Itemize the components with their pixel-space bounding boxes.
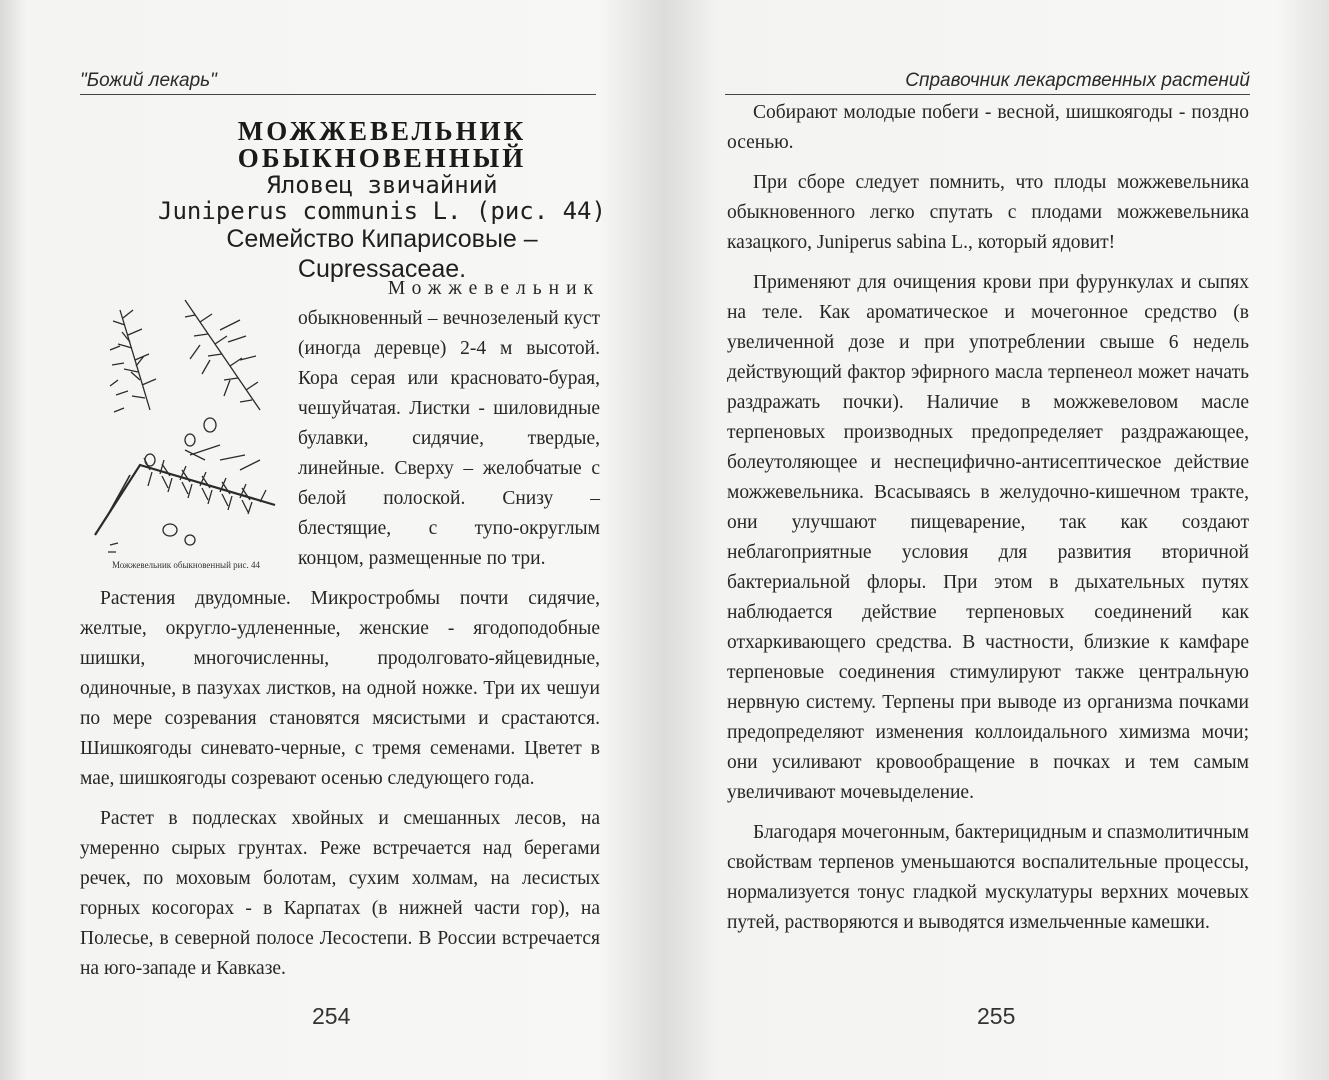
- paragraph: Растет в подлесках хвойных и смешанных лесов, на умеренно сырых грунтах. Реже встречается над берегами речек, по моховым болотам, сухим холмам, на лесистых горных косогорах - в Карпатах (в нижней части гор), на Полесье, в северной полосе Лесостепи. В России встречается на юго-западе и Кавказе.: [80, 808, 600, 979]
- paragraph: Применяют для очищения крови при фурункулах и сыпях на теле. Как ароматическое и мочегонное средство (в увеличенной дозе и при употреблении свыше 6 недель действующий фактор эфирного масла терпенеол может начать раздражать почки). Наличие в можжевеловом масле терпеновых производных предопределяет раздражающее, болеутоляющее и неспецифично-антисептическое действие можжевельника. Всасываясь в желудочно-кишечном тракте, они улучшают пищеварение, так как создают неблагоприятные условия для развития вторичной бактериальной флоры. При этом в дыхательных путях наблюдается действие терпеновых соединений как отхаркивающего средства. В частности, близкие к камфаре терпеновые соединения стимулируют также центральную нервную систему. Терпены при выводе из организма почками предопределяют изменения коллоидального химизма мочи; они усиливают кровообращение в почках и тем самым увеличивают мочевыделение.: [727, 272, 1249, 803]
- page-number-right: 255: [977, 1003, 1016, 1029]
- paragraph: Собирают молодые побеги - весной, шишкоягоды - поздно осенью.: [727, 102, 1249, 153]
- title-ukrainian: Яловец звичайний: [266, 171, 498, 199]
- paragraph: Растения двудомные. Микростробмы почти сидячие, желтые, округло-удлененные, женские - ягодоподобные шишки, многочисленны, продолговато-яйцевидные, одиночные, в пазухах листков, на одной ножке. Три их чешуи по мере созревания становятся мясистыми и срастаются. Шишкоягоды синевато-черные, с тремя семенами. Цветет в мае, шишкоягоды созревают осенью следующего года.: [80, 588, 600, 789]
- title-russian-line2: ОБЫКНОВЕННЫЙ: [237, 143, 527, 173]
- description-beside-illustration: [298, 274, 600, 574]
- right-page-body: [727, 98, 1249, 938]
- title-family: Семейство Кипарисовые – Cupressaceae.: [226, 225, 538, 283]
- article-title-block: [142, 118, 622, 284]
- illustration-caption: Можжевельник обыкновенный рис. 44: [112, 560, 260, 570]
- paragraph: Благодаря мочегонным, бактерицидным и спазмолитичным свойствам терпенов уменьшаются воспалительные процессы, нормализуется тонус гладкой мускулатуры верхних мочевых путей, растворяются и выводятся измельченные камешки.: [727, 822, 1249, 933]
- right-page: [705, 0, 1275, 1080]
- running-head-right: Справочник лекарственных растений: [725, 70, 1250, 95]
- description-text: обыкновенный – вечнозеленый куст (иногда деревце) 2-4 м высотой. Кора серая или красновато-бурая, чешуйчатая. Листки - шиловидные булавки, сидячие, твердые, линейные. Сверху – желобчатые с белой полоской. Снизу – блестящие, с тупо-округлым концом, размещенные по три.: [298, 308, 600, 569]
- juniper-branch-illustration: [90, 290, 290, 590]
- title-russian-line1: МОЖЖЕВЕЛЬНИК: [237, 116, 527, 146]
- paragraph: При сборе следует помнить, что плоды можжевельника обыкновенного легко спутать с плодами можжевельника казацкого, Juniperus sabina L., который ядовит!: [727, 172, 1249, 253]
- page-number-left: 254: [312, 1003, 351, 1029]
- lead-word: Можжевельник: [387, 278, 600, 299]
- left-page: [60, 0, 620, 1080]
- running-head-left: "Божий лекарь": [80, 70, 596, 95]
- left-page-body: [80, 584, 600, 984]
- title-latin: Juniperus communis L. (рис. 44): [158, 197, 606, 225]
